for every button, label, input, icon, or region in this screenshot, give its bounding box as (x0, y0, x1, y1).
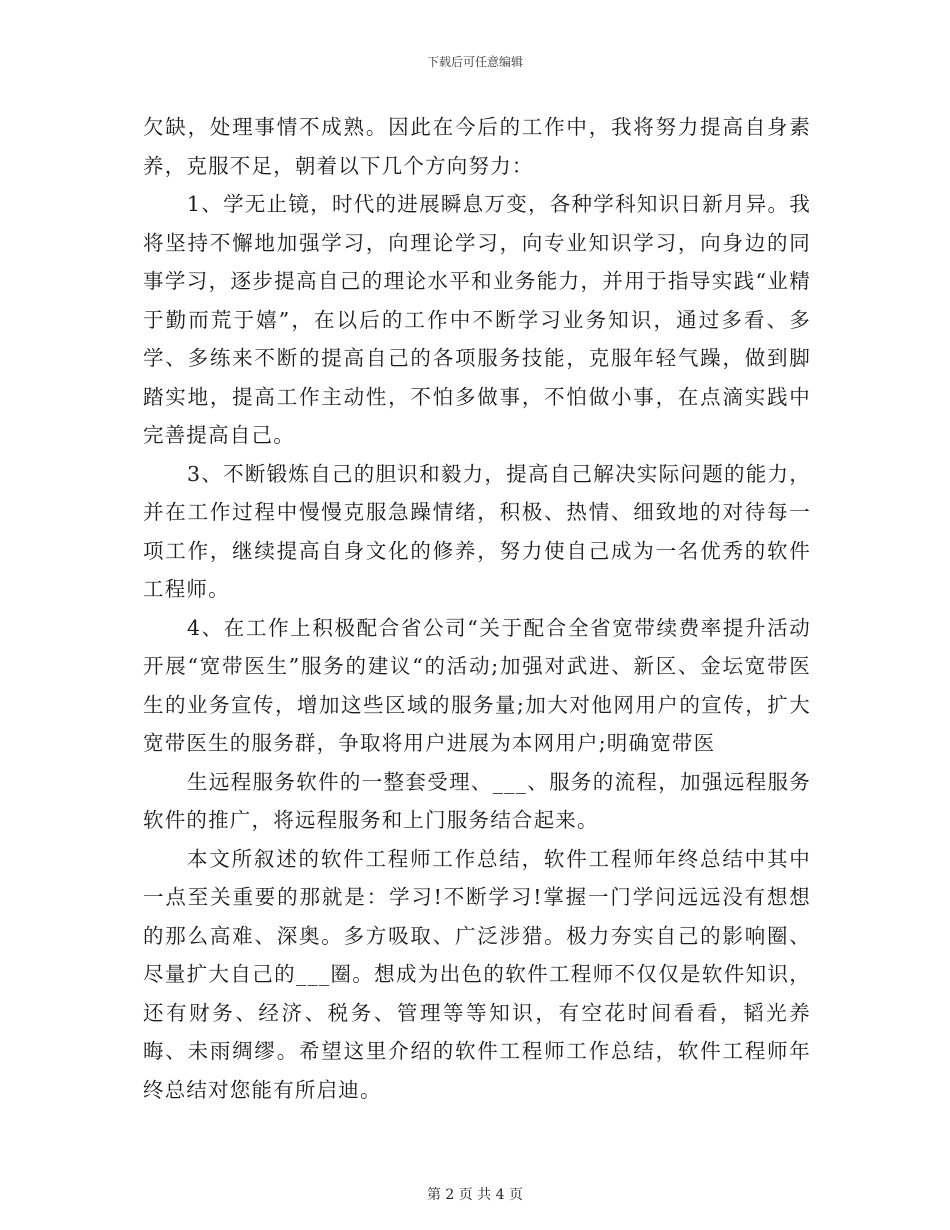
document-body (143, 108, 811, 1109)
paragraph-intro: 欠缺，处理事情不成熟。因此在今后的工作中，我将努力提高自身素养，克服不足，朝着以下几个方向努力： (143, 115, 811, 178)
paragraph-item-4: 4、在工作上积极配合省公司“关于配合全省宽带续费率提升活动开展“宽带医生”服务的建议“的活动;加强对武进、新区、金坛宽带医生的业务宣传，增加这些区域的服务量;加大对他网用户的宣传，扩大宽带医生的服务群，争取将用户进展为本网用户;明确宽带医 (143, 615, 811, 755)
paragraph-item-4-continued: 生远程服务软件的一整套受理、___、服务的流程，加强远程服务软件的推广，将远程服务和上门服务结合起来。 (143, 769, 811, 832)
page-footer: 第 2 页 共 4 页 (426, 1187, 524, 1203)
paragraph-item-1: 1、学无止镜，时代的进展瞬息万变，各种学科知识日新月异。我将坚持不懈地加强学习，向理论学习，向专业知识学习，向身边的同事学习，逐步提高自己的理论水平和业务能力，并用于指导实践“业精于勤而荒于嬉”，在以后的工作中不断学习业务知识，通过多看、多学、多练来不断的提高自己的各项服务技能，克服年轻气躁，做到脚踏实地，提高工作主动性，不怕多做事，不怕做小事，在点滴实践中完善提高自己。 (143, 192, 811, 447)
paragraph-conclusion: 本文所叙述的软件工程师工作总结，软件工程师年终总结中其中一点至关重要的那就是：学习!不断学习!掌握一门学问远远没有想想的那么高难、深奥。多方吸取、广泛涉猎。极力夯实自己的影响圈、尽量扩大自己的___圈。想成为出色的软件工程师不仅仅是软件知识，还有财务、经济、税务、管理等等知识，有空花时间看看，韬光养晦、未雨绸缪。希望这里介绍的软件工程师工作总结，软件工程师年终总结对您能有所启迪。 (143, 846, 811, 1102)
paragraph-item-3: 3、不断锻炼自己的胆识和毅力，提高自己解决实际问题的能力，并在工作过程中慢慢克服急躁情绪，积极、热情、细致地的对待每一项工作，继续提高自身文化的修养，努力使自己成为一名优秀的软件工程师。 (143, 461, 811, 601)
page-header: 下载后可任意编辑 (426, 55, 523, 69)
